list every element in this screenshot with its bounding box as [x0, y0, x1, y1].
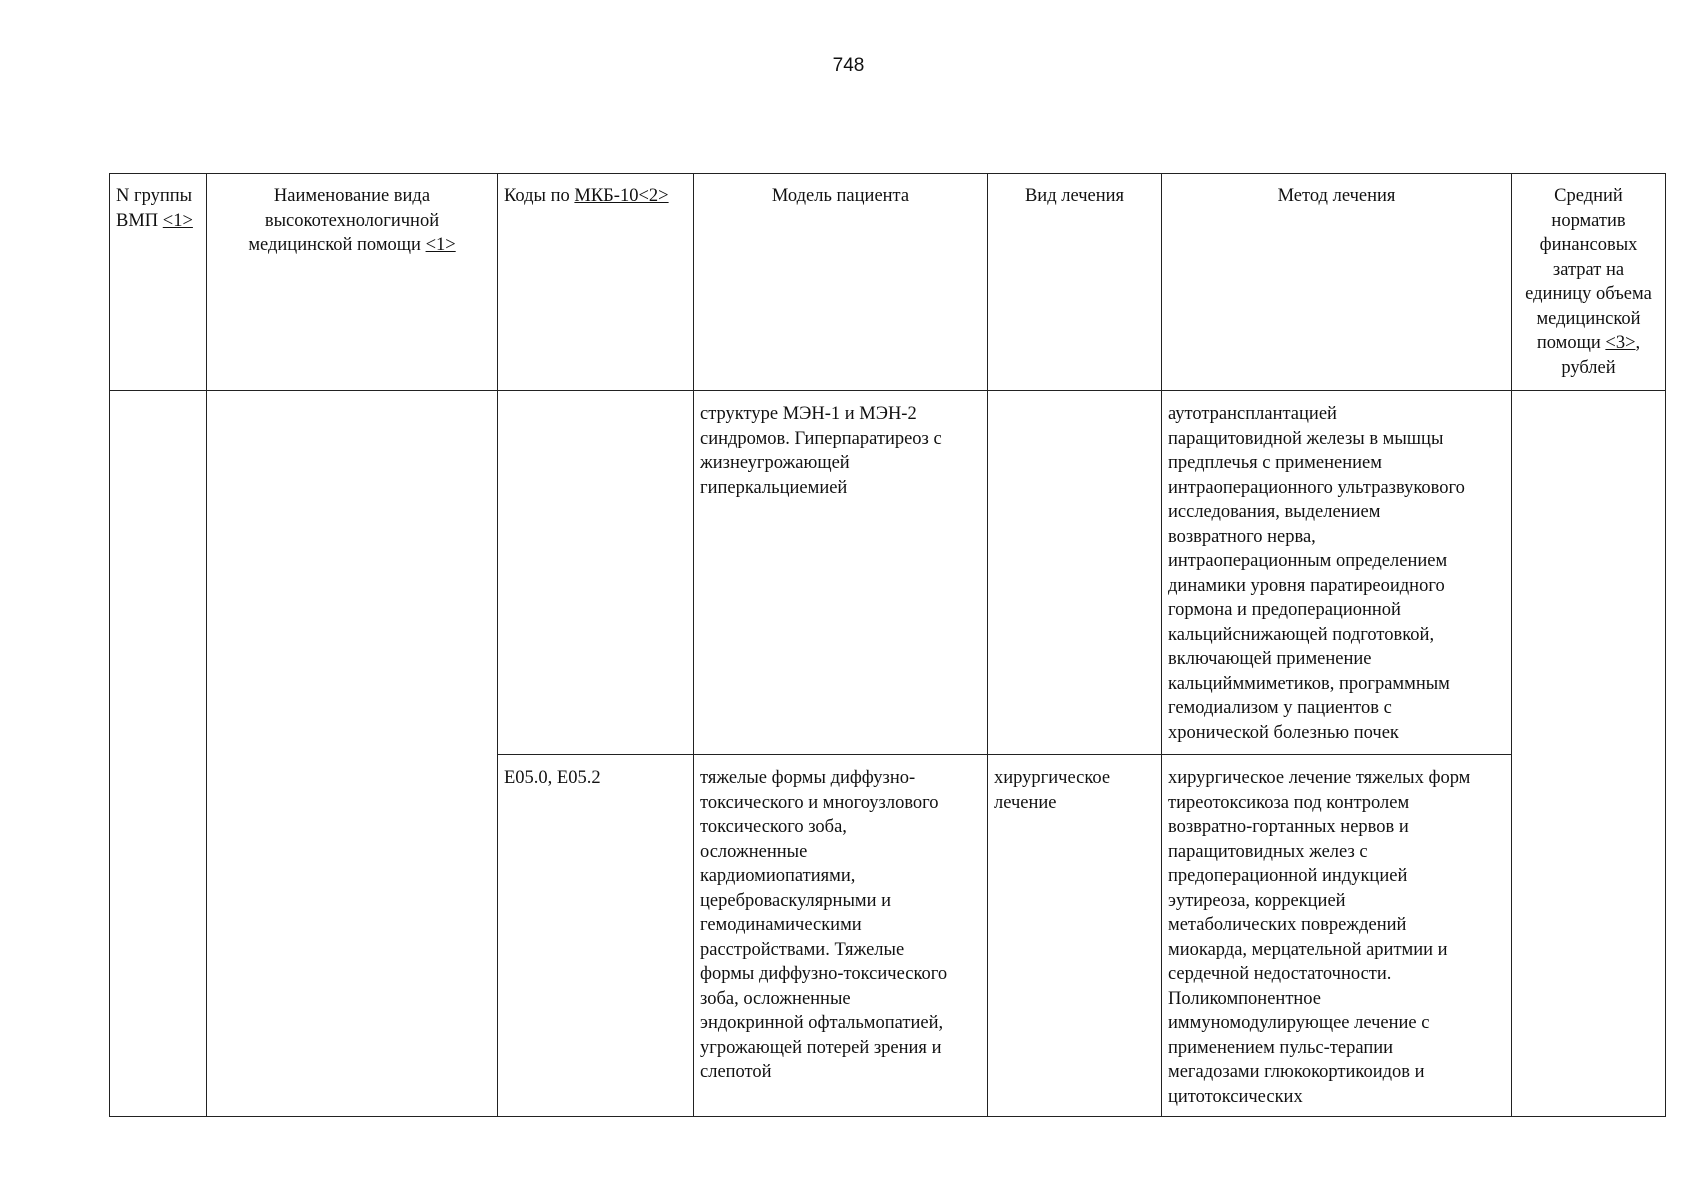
header-patient-model: Модель пациента	[694, 174, 988, 391]
cell-treatment-method: хирургическое лечение тяжелых форм тиреотоксикоза под контролем возвратно-гортанных нервов и паращитовидных желез с предоперационной индукцией эутиреоза, коррекцией метаболических повреждений миокарда, мерцательной аритмии и сердечной недостаточности. Поликомпонентное иммуномодулирующее лечение с применением пульс-терапии мегадозами глюкокортикоидов и цитотоксических	[1162, 755, 1512, 1117]
cell-care-type-name	[207, 391, 498, 1117]
cell-treatment-type: хирургическое лечение	[988, 755, 1162, 1117]
table-row	[110, 391, 1666, 755]
footnote-link-3[interactable]: <3>	[1605, 333, 1636, 353]
header-group-number: N группы ВМП <1>	[110, 174, 207, 391]
cell-treatment-type	[988, 391, 1162, 755]
icd10-link[interactable]: МКБ-10<2>	[574, 186, 669, 206]
cell-patient-model: тяжелые формы диффузно- токсического и многоузлового токсического зоба, осложненные кардиомиопатиями, цереброваскулярными и гемодинамическими расстройствами. Тяжелые формы диффузно-токсического зоба, осложненные эндокринной офтальмопатией, угрожающей потерей зрения и слепотой	[694, 755, 988, 1117]
header-treatment-type: Вид лечения	[988, 174, 1162, 391]
cell-average-cost	[1512, 391, 1666, 1117]
cell-group-number	[110, 391, 207, 1117]
header-icd-codes: Коды по МКБ-10<2>	[498, 174, 694, 391]
cell-icd-codes: E05.0, E05.2	[498, 755, 694, 1117]
footnote-link-1[interactable]: <1>	[425, 235, 456, 255]
page-number: 748	[832, 55, 865, 76]
header-average-cost: Средний норматив финансовых затрат на единицу объема медицинской помощи <3>, рублей	[1512, 174, 1666, 391]
cell-patient-model: структуре МЭН-1 и МЭН-2 синдромов. Гиперпаратиреоз с жизнеугрожающей гиперкальциемией	[694, 391, 988, 755]
table-header-row	[110, 174, 1666, 391]
header-treatment-method: Метод лечения	[1162, 174, 1512, 391]
cell-icd-codes	[498, 391, 694, 755]
footnote-link-1[interactable]: <1>	[162, 210, 193, 231]
header-care-type-name: Наименование вида высокотехнологичной медицинской помощи <1>	[207, 174, 498, 391]
vmp-table	[109, 173, 1666, 1117]
cell-treatment-method: аутотрансплантацией паращитовидной железы в мышцы предплечья с применением интраоперационного ультразвукового исследования, выделением возвратного нерва, интраоперационным определением динамики уровня паратиреоидного гормона и предоперационной кальцийснижающей подготовкой, включающей применение кальцийммиметиков, программным гемодиализом у пациентов с хронической болезнью почек	[1162, 391, 1512, 755]
